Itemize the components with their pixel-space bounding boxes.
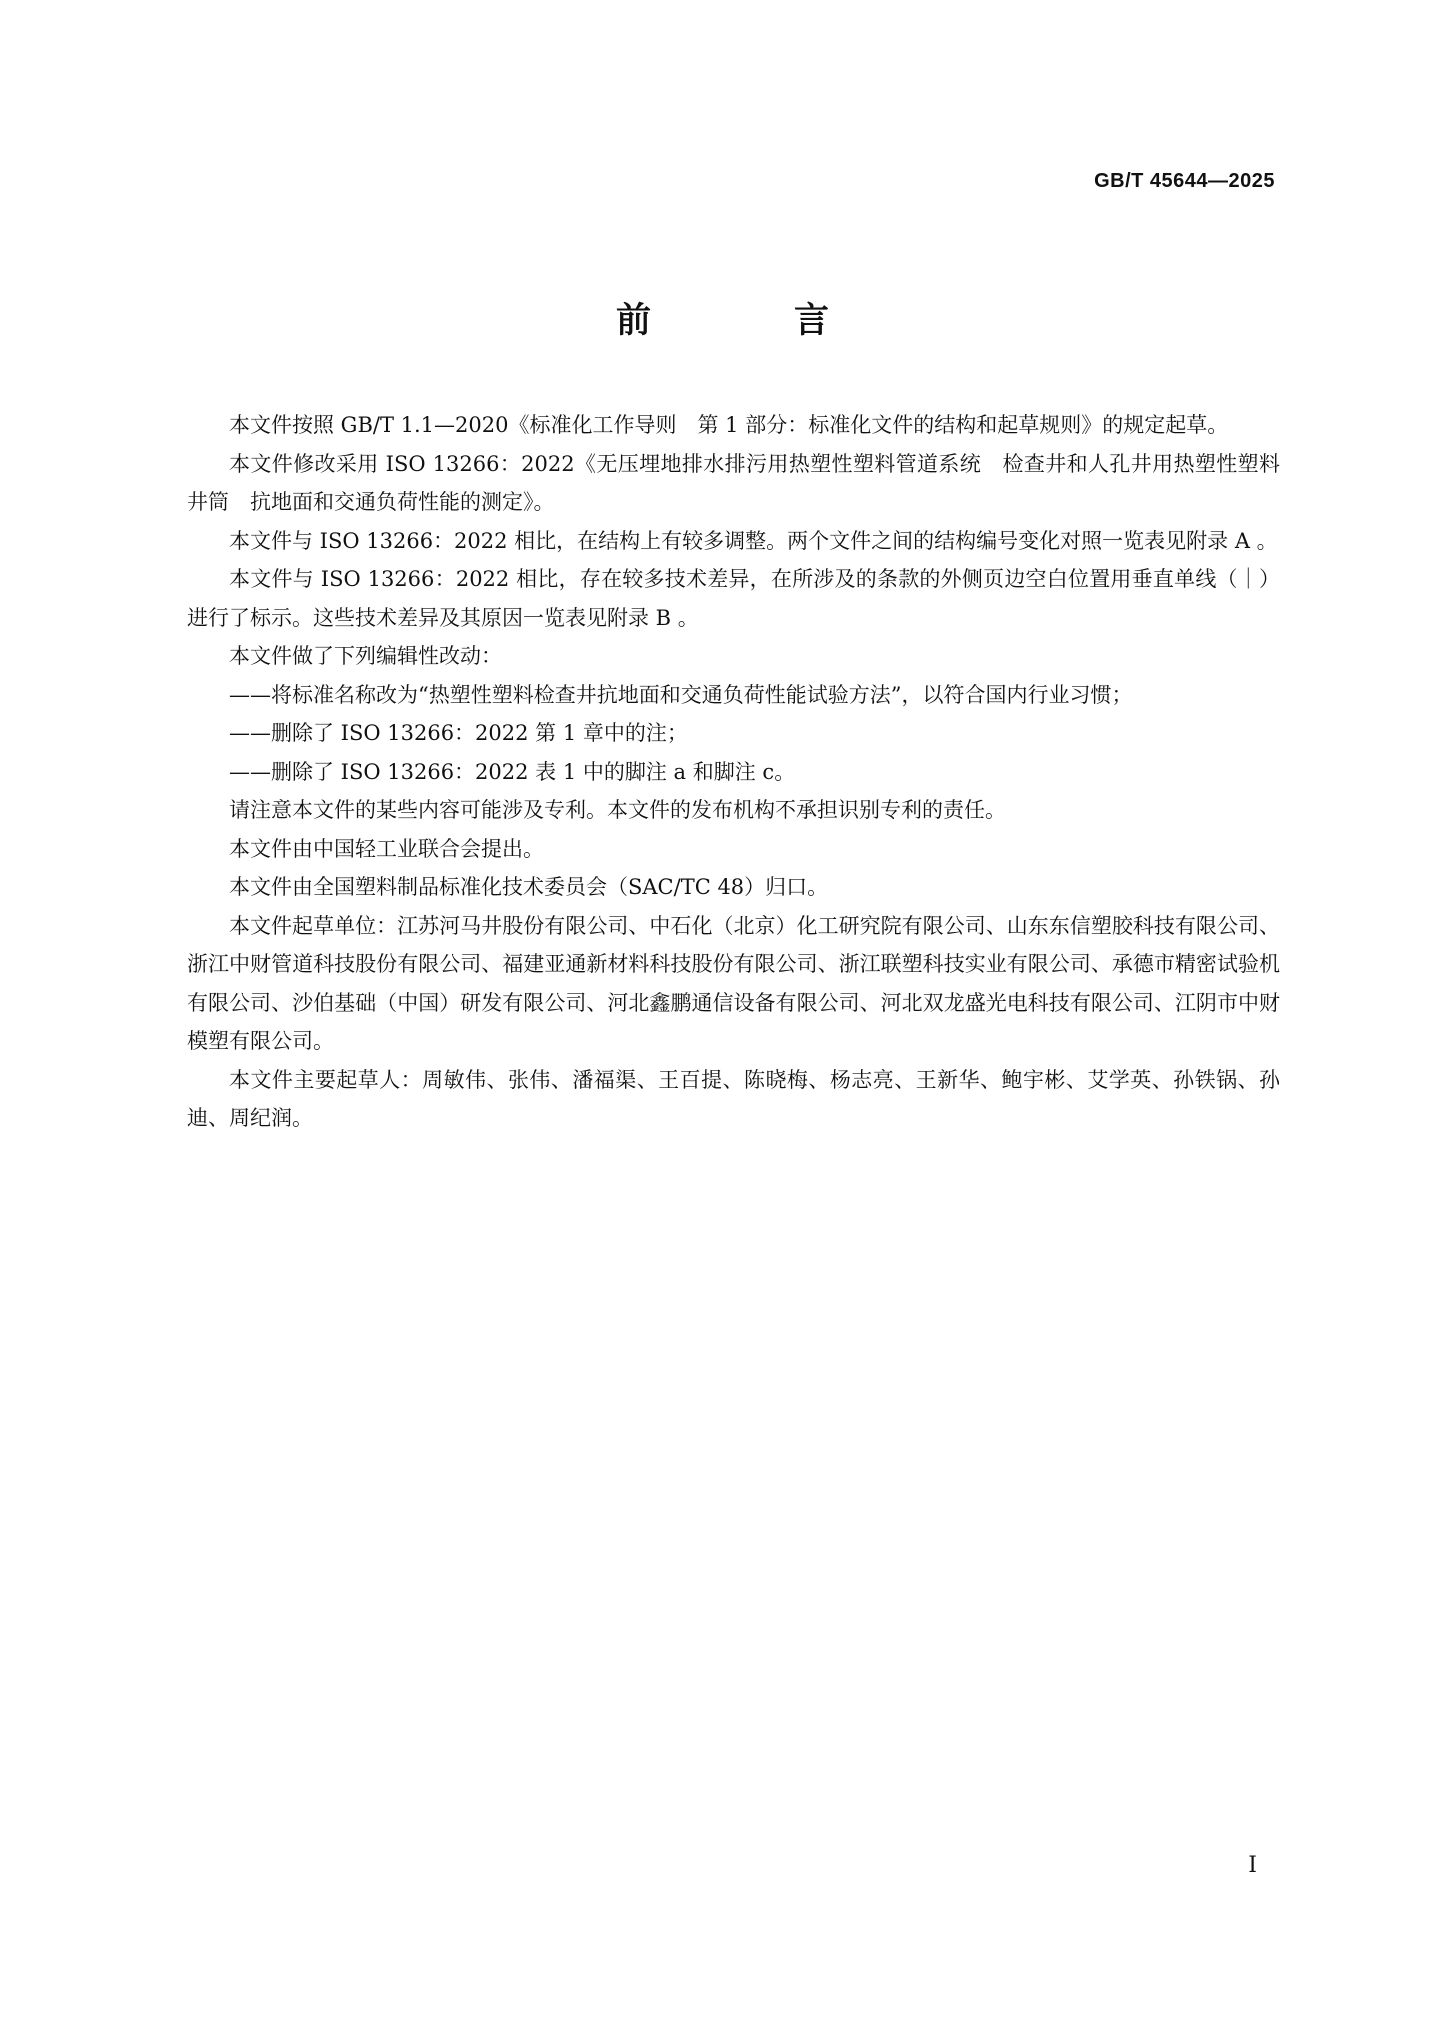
foreword-body: [187, 406, 1280, 1138]
paragraph-patent-notice: 请注意本文件的某些内容可能涉及专利。本文件的发布机构不承担识别专利的责任。: [229, 798, 1006, 822]
paragraph-editorial-intro: 本文件做了下列编辑性改动：: [229, 644, 502, 668]
paragraph-drafting-rules: 本文件按照 GB/T 1.1—2020《标准化工作导则 第 1 部分：标准化文件的结构和起草规则》的规定起草。: [229, 413, 1229, 437]
paragraph-structure-changes: 本文件与 ISO 13266：2022 相比，在结构上有较多调整。两个文件之间的结构编号变化对照一览表见附录 A 。: [229, 528, 1278, 553]
page-number: I: [1248, 1853, 1257, 1878]
editorial-change-item: ——将标准名称改为“热塑性塑料检查井抗地面和交通负荷性能试验方法”，以符合国内行业习惯；: [229, 682, 1133, 707]
paragraph-iso-adoption: 本文件修改采用 ISO 13266：2022《无压埋地排水排污用热塑性塑料管道系统 检查井和人孔井用热塑性塑料井筒 抗地面和交通负荷性能的测定》。: [187, 451, 1280, 514]
paragraph-proposer: 本文件由中国轻工业联合会提出。: [229, 836, 544, 861]
paragraph-drafting-units: 本文件起草单位：江苏河马井股份有限公司、中石化（北京）化工研究院有限公司、山东东信塑胶科技有限公司、浙江中财管道科技股份有限公司、福建亚通新材料科技股份有限公司、浙江联塑科技实业有限公司、承德市精密试验机有限公司、沙伯基础（中国）研发有限公司、河北鑫鹏通信设备有限公司、河北双龙盛光电科技有限公司、江阴市中财模塑有限公司。: [187, 913, 1280, 1053]
editorial-change-item: ——删除了 ISO 13266：2022 表 1 中的脚注 a 和脚注 c。: [229, 759, 796, 784]
paragraph-technical-committee: 本文件由全国塑料制品标准化技术委员会（SAC/TC 48）归口。: [229, 875, 829, 899]
page-title: 前 言: [615, 301, 883, 341]
paragraph-main-drafters: 本文件主要起草人：周敏伟、张伟、潘福渠、王百提、陈晓梅、杨志亮、王新华、鲍宇彬、艾学英、孙铁锅、孙迪、周纪润。: [187, 1067, 1280, 1130]
paragraph-technical-deviations: 本文件与 ISO 13266：2022 相比，存在较多技术差异，在所涉及的条款的外侧页边空白位置用垂直单线（｜）进行了标示。这些技术差异及其原因一览表见附录 B 。: [187, 567, 1280, 630]
editorial-change-item: ——删除了 ISO 13266：2022 第 1 章中的注；: [229, 721, 688, 745]
standard-code: GB/T 45644—2025: [1094, 170, 1275, 192]
